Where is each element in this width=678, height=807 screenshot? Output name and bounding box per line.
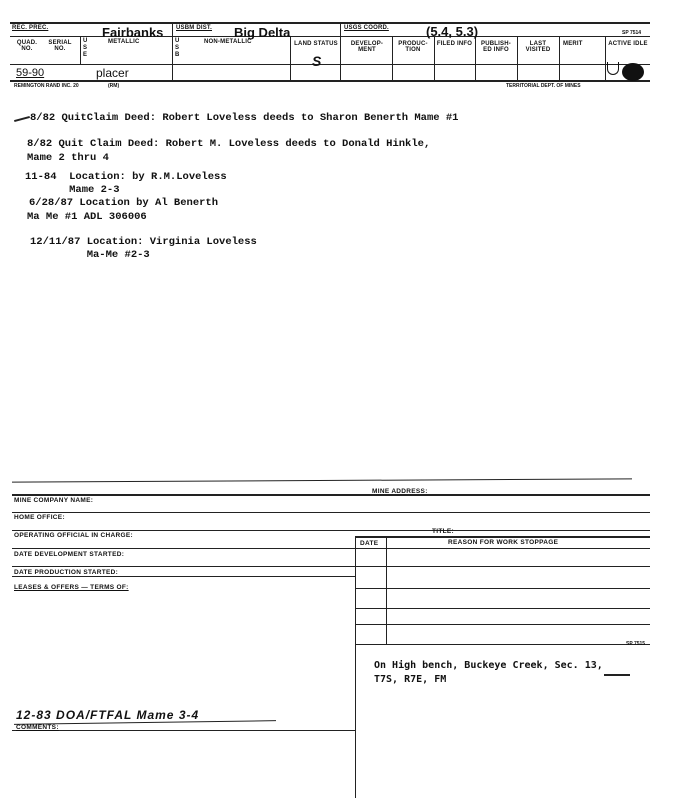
col-published-info: PUBLISH-ED INFO: [481, 41, 511, 53]
entry-mark: [14, 116, 30, 122]
rec-prec-value: Fairbanks: [102, 25, 164, 40]
form-number: SP 7514: [622, 30, 642, 36]
entry-line-6: 6/28/87 Location by Al Benerth: [29, 197, 219, 209]
home-office-label: HOME OFFICE:: [14, 514, 65, 521]
rec-prec-label: REC. PREC.: [12, 25, 49, 31]
col-usb-code: U S B: [175, 38, 180, 58]
col-last-visited: LAST VISITED: [525, 41, 551, 53]
usgs-coord-label: USGS COORD.: [344, 25, 389, 31]
usgs-coord-value: (5.4, 5.3): [426, 24, 479, 39]
col-filed-info: FILED INFO: [436, 41, 473, 47]
land-status-value: S: [312, 53, 322, 69]
entry-line-5: Mame 2-3: [25, 184, 120, 196]
mine-company-label: MINE COMPANY NAME:: [14, 497, 94, 504]
entry-line-4: 11-84 Location: by R.M.Loveless: [25, 171, 227, 183]
footer-right: TERRITORIAL DEPT. OF MINES: [506, 83, 581, 89]
col-production: PRODUC-TION: [398, 41, 428, 53]
entry-line-8: 12/11/87 Location: Virginia Loveless: [30, 236, 257, 248]
leases-label: LEASES & OFFERS — TERMS OF:: [14, 584, 129, 591]
col-use-code: U S E: [83, 38, 88, 58]
col-merit: MERIT: [563, 41, 583, 47]
entry-line-3: Mame 2 thru 4: [27, 152, 109, 164]
reason-column-label: REASON FOR WORK STOPPAGE: [448, 539, 559, 546]
col-land-status: LAND STATUS: [294, 41, 338, 47]
col-quad-no: QUAD. NO.: [16, 40, 38, 52]
footer-left: REMINGTON RAND INC. 20: [14, 83, 79, 89]
usbm-dist-value: Big Delta: [234, 25, 291, 40]
dev-started-label: DATE DEVELOPMENT STARTED:: [14, 551, 125, 558]
active-mark: [622, 63, 644, 81]
mine-address-label: MINE ADDRESS:: [372, 488, 428, 495]
prod-started-label: DATE PRODUCTION STARTED:: [14, 569, 119, 576]
usbm-dist-label: USBM DIST.: [176, 25, 213, 31]
col-active-idle: ACTIVE IDLE: [608, 41, 648, 47]
date-column-label: DATE: [360, 540, 379, 547]
quad-serial-value: 59-90: [16, 67, 45, 79]
handwritten-note: 12-83 DOA/FTFAL Mame 3-4: [16, 708, 200, 722]
entry-line-1: 8/82 QuitClaim Deed: Robert Loveless deeds to Sharon Benerth Mame #1: [30, 112, 459, 124]
col-non-metallic: NON-METALLIC: [204, 39, 252, 45]
footer-mid: (RM): [108, 83, 120, 89]
col-development: DEVELOP-MENT: [350, 41, 384, 53]
metallic-value: placer: [96, 66, 129, 80]
entry-line-7: Ma Me #1 ADL 306006: [27, 211, 147, 223]
col-metallic: METALLIC: [108, 39, 140, 45]
lower-form-number: SP 7515: [626, 641, 646, 647]
operating-official-label: OPERATING OFFICIAL IN CHARGE:: [14, 532, 133, 539]
title-label: TITLE:: [432, 528, 455, 535]
entry-line-2: 8/82 Quit Claim Deed: Robert M. Loveless deeds to Donald Hinkle,: [27, 138, 431, 150]
location-line-2: T7S, R7E, FM: [374, 674, 447, 685]
comments-label: COMMENTS:: [16, 724, 59, 731]
entry-line-9: Ma-Me #2-3: [30, 249, 150, 261]
check-mark-icon: [607, 62, 619, 75]
location-line-1: On High bench, Buckeye Creek, Sec. 13,: [374, 660, 603, 671]
col-serial-no: SERIAL NO.: [48, 40, 72, 52]
